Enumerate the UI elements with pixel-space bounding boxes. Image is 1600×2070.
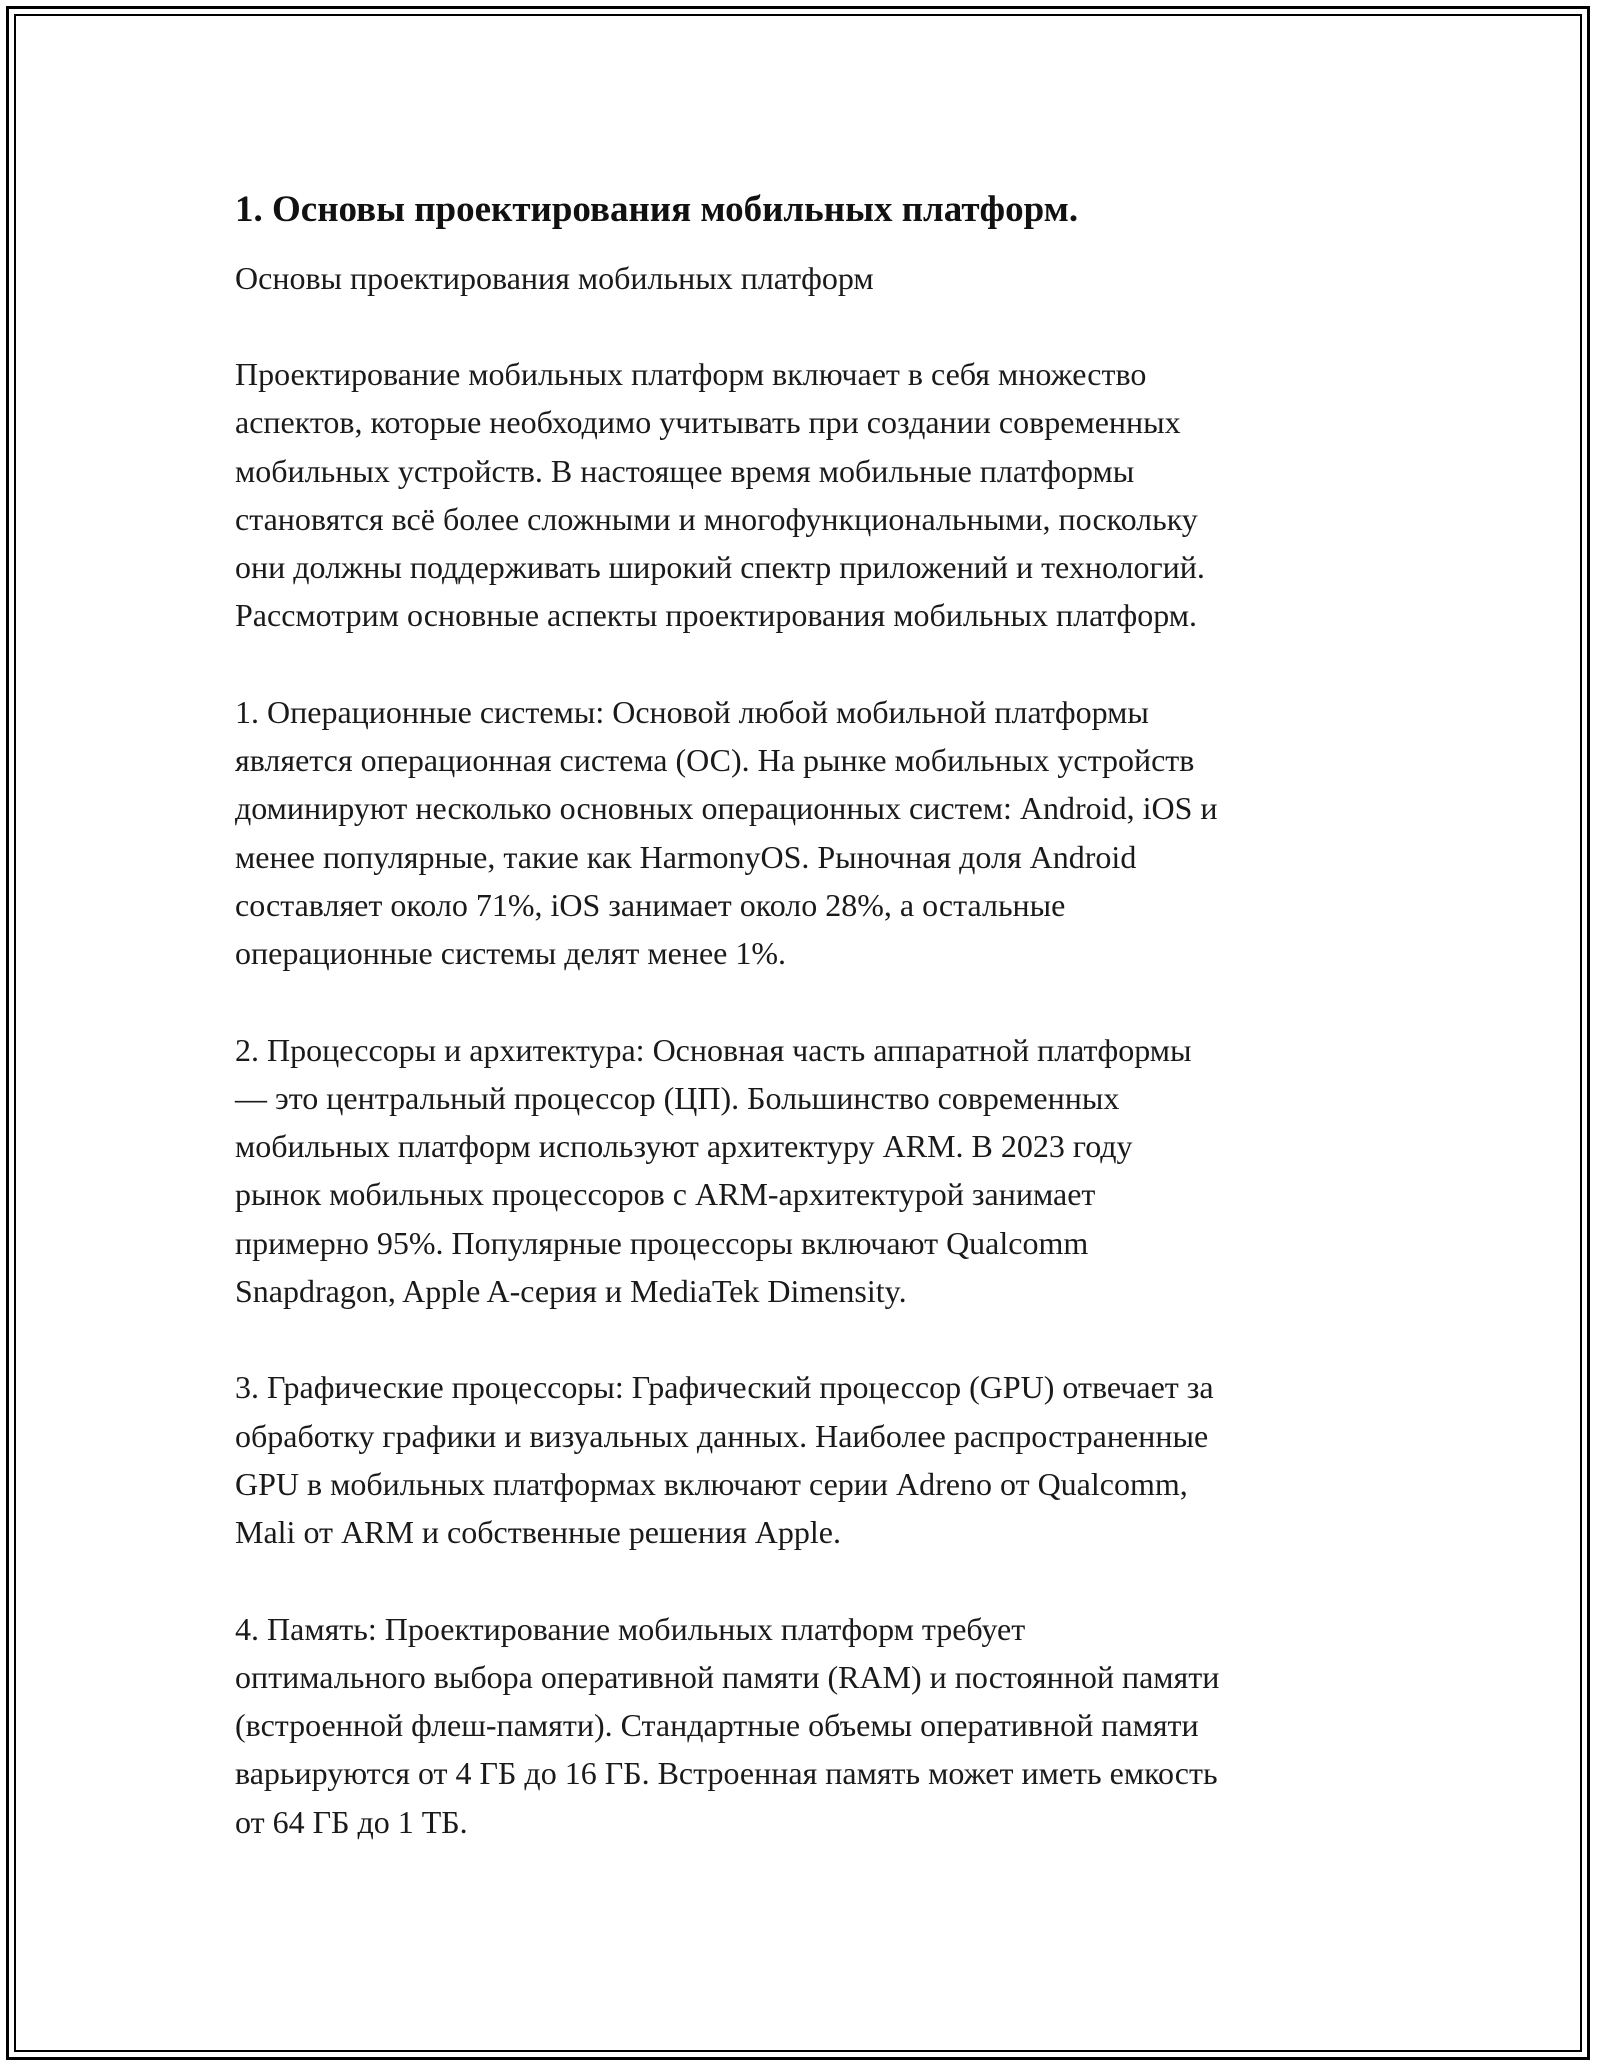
paragraph-gpu: 3. Графические процессоры: Графический процессор (GPU) отвечает за обработку графики и визуальных данных. Наиболее распространенные GPU в мобильных платформах включают серии Adreno от Qualcomm, Mali от ARM и собственные решения Apple. xyxy=(235,1369,1214,1551)
section-subtitle: Основы проектирования мобильных платформ xyxy=(235,260,874,296)
intro-paragraph: Проектирование мобильных платформ включает в себя множество аспектов, которые необходимо учитывать при создании современных мобильных устройств. В настоящее время мобильные платформы становятся всё более сложными и многофункциональными, поскольку они должны поддерживать широкий спектр приложений и технологий. Рассмотрим основные аспекты проектирования мобильных платформ. xyxy=(235,356,1205,634)
paragraph-processors: 2. Процессоры и архитектура: Основная часть аппаратной платформы — это центральный процессор (ЦП). Большинство современных мобильных платформ используют архитектуру ARM. В 2023 году рынок мобильных процессоров с ARM-архитектурой занимает примерно 95%. Популярные процессоры включают Qualcomm Snapdragon, Apple A-серия и MediaTek Dimensity. xyxy=(235,1031,1192,1310)
paragraph-operating-systems: 1. Операционные системы: Основой любой мобильной платформы является операционная система (ОС). На рынке мобильных устройств доминируют несколько основных операционных систем: Android, iOS и менее популярные, такие как HarmonyOS. Рыночная доля Android составляет около 71%, iOS занимает около 28%, а остальные операционные системы делят менее 1%. xyxy=(235,693,1218,972)
page-title: 1. Основы проектирования мобильных платформ. xyxy=(235,189,1079,230)
document-page xyxy=(235,188,1375,1894)
paragraph-memory: 4. Память: Проектирование мобильных платформ требует оптимального выбора оперативной памяти (RAM) и постоянной памяти (встроенной флеш-памяти). Стандартные объемы оперативной памяти варьируются от 4 ГБ до 16 ГБ. Встроенная память может иметь емкость от 64 ГБ до 1 ТБ. xyxy=(235,1610,1220,1840)
